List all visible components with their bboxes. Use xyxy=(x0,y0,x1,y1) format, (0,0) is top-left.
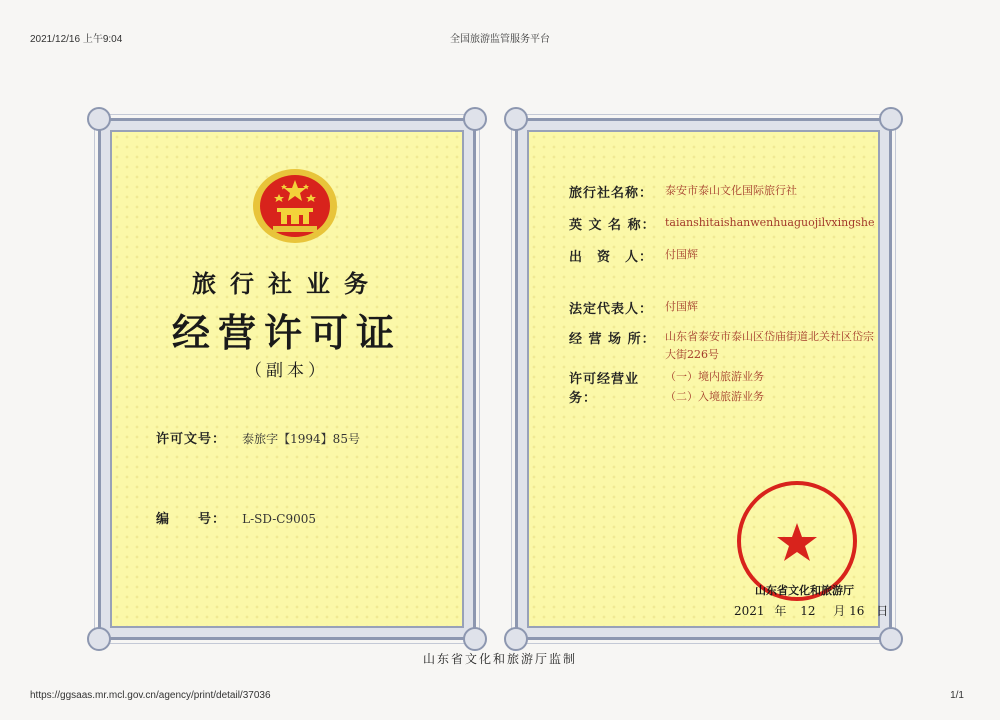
field-legal-rep xyxy=(569,298,875,317)
field-value: taianshitaishanwenhuaguojilvxingshe xyxy=(665,216,875,229)
browser-page-title: 全国旅游监管服务平台 xyxy=(450,34,550,45)
serial-number-row xyxy=(156,508,316,527)
field-label: 旅行社名称： xyxy=(569,186,654,201)
issue-date xyxy=(734,602,888,619)
field-label: 许可经营业务： xyxy=(569,372,640,406)
seal-text: 山东省文化和旅游厅 xyxy=(755,584,854,597)
permit-number-row xyxy=(156,428,360,447)
date-day: 16 xyxy=(849,604,865,618)
field-value: 付国辉 xyxy=(665,248,698,261)
field-label: 英 文 名 称： xyxy=(569,218,656,233)
license-title-line1: 旅行社业务 xyxy=(192,269,382,298)
date-year-unit: 年 xyxy=(774,604,787,618)
field-label: 出 资 人： xyxy=(569,250,654,265)
field-value: （二）入境旅游业务 xyxy=(665,390,764,403)
license-title-line2: 经营许可证 xyxy=(171,310,402,355)
license-cover-panel xyxy=(98,118,476,640)
date-year: 2021 xyxy=(734,604,765,618)
field-address xyxy=(569,328,875,364)
field-investor xyxy=(569,246,875,265)
field-label: 经 营 场 所： xyxy=(569,332,656,347)
permit-number-value: 泰旅字【1994】85号 xyxy=(242,432,360,446)
license-detail-panel xyxy=(515,118,892,640)
browser-timestamp: 2021/12/16 上午9:04 xyxy=(30,34,123,45)
field-value: 付国辉 xyxy=(665,300,698,313)
field-value: 泰安市泰山文化国际旅行社 xyxy=(665,184,797,197)
serial-number-value: L-SD-C9005 xyxy=(242,512,317,526)
date-month-unit: 月 xyxy=(833,604,846,618)
date-day-unit: 日 xyxy=(876,604,889,618)
supervised-by: 山东省文化和旅游厅监制 xyxy=(422,652,577,666)
field-english-name xyxy=(569,214,875,233)
license-subtitle: （副本） xyxy=(245,361,329,381)
license-cover-inner xyxy=(110,130,464,628)
page-count: 1/1 xyxy=(950,690,964,701)
date-month: 12 xyxy=(800,604,816,618)
field-label: 法定代表人： xyxy=(569,302,654,317)
serial-number-label: 编 号： xyxy=(156,512,227,527)
national-emblem-icon xyxy=(251,166,339,244)
field-value: （一）境内旅游业务 xyxy=(665,370,764,383)
field-business-scope-2 xyxy=(569,388,875,406)
field-value: 山东省泰安市泰山区岱庙街道北关社区岱宗大街226号 xyxy=(665,330,874,361)
license-detail-inner xyxy=(527,130,889,628)
field-agency-name xyxy=(569,182,875,201)
browser-url: https://ggsaas.mr.mcl.gov.cn/agency/print/detail/37036 xyxy=(30,690,271,701)
permit-number-label: 许可文号： xyxy=(156,432,227,447)
